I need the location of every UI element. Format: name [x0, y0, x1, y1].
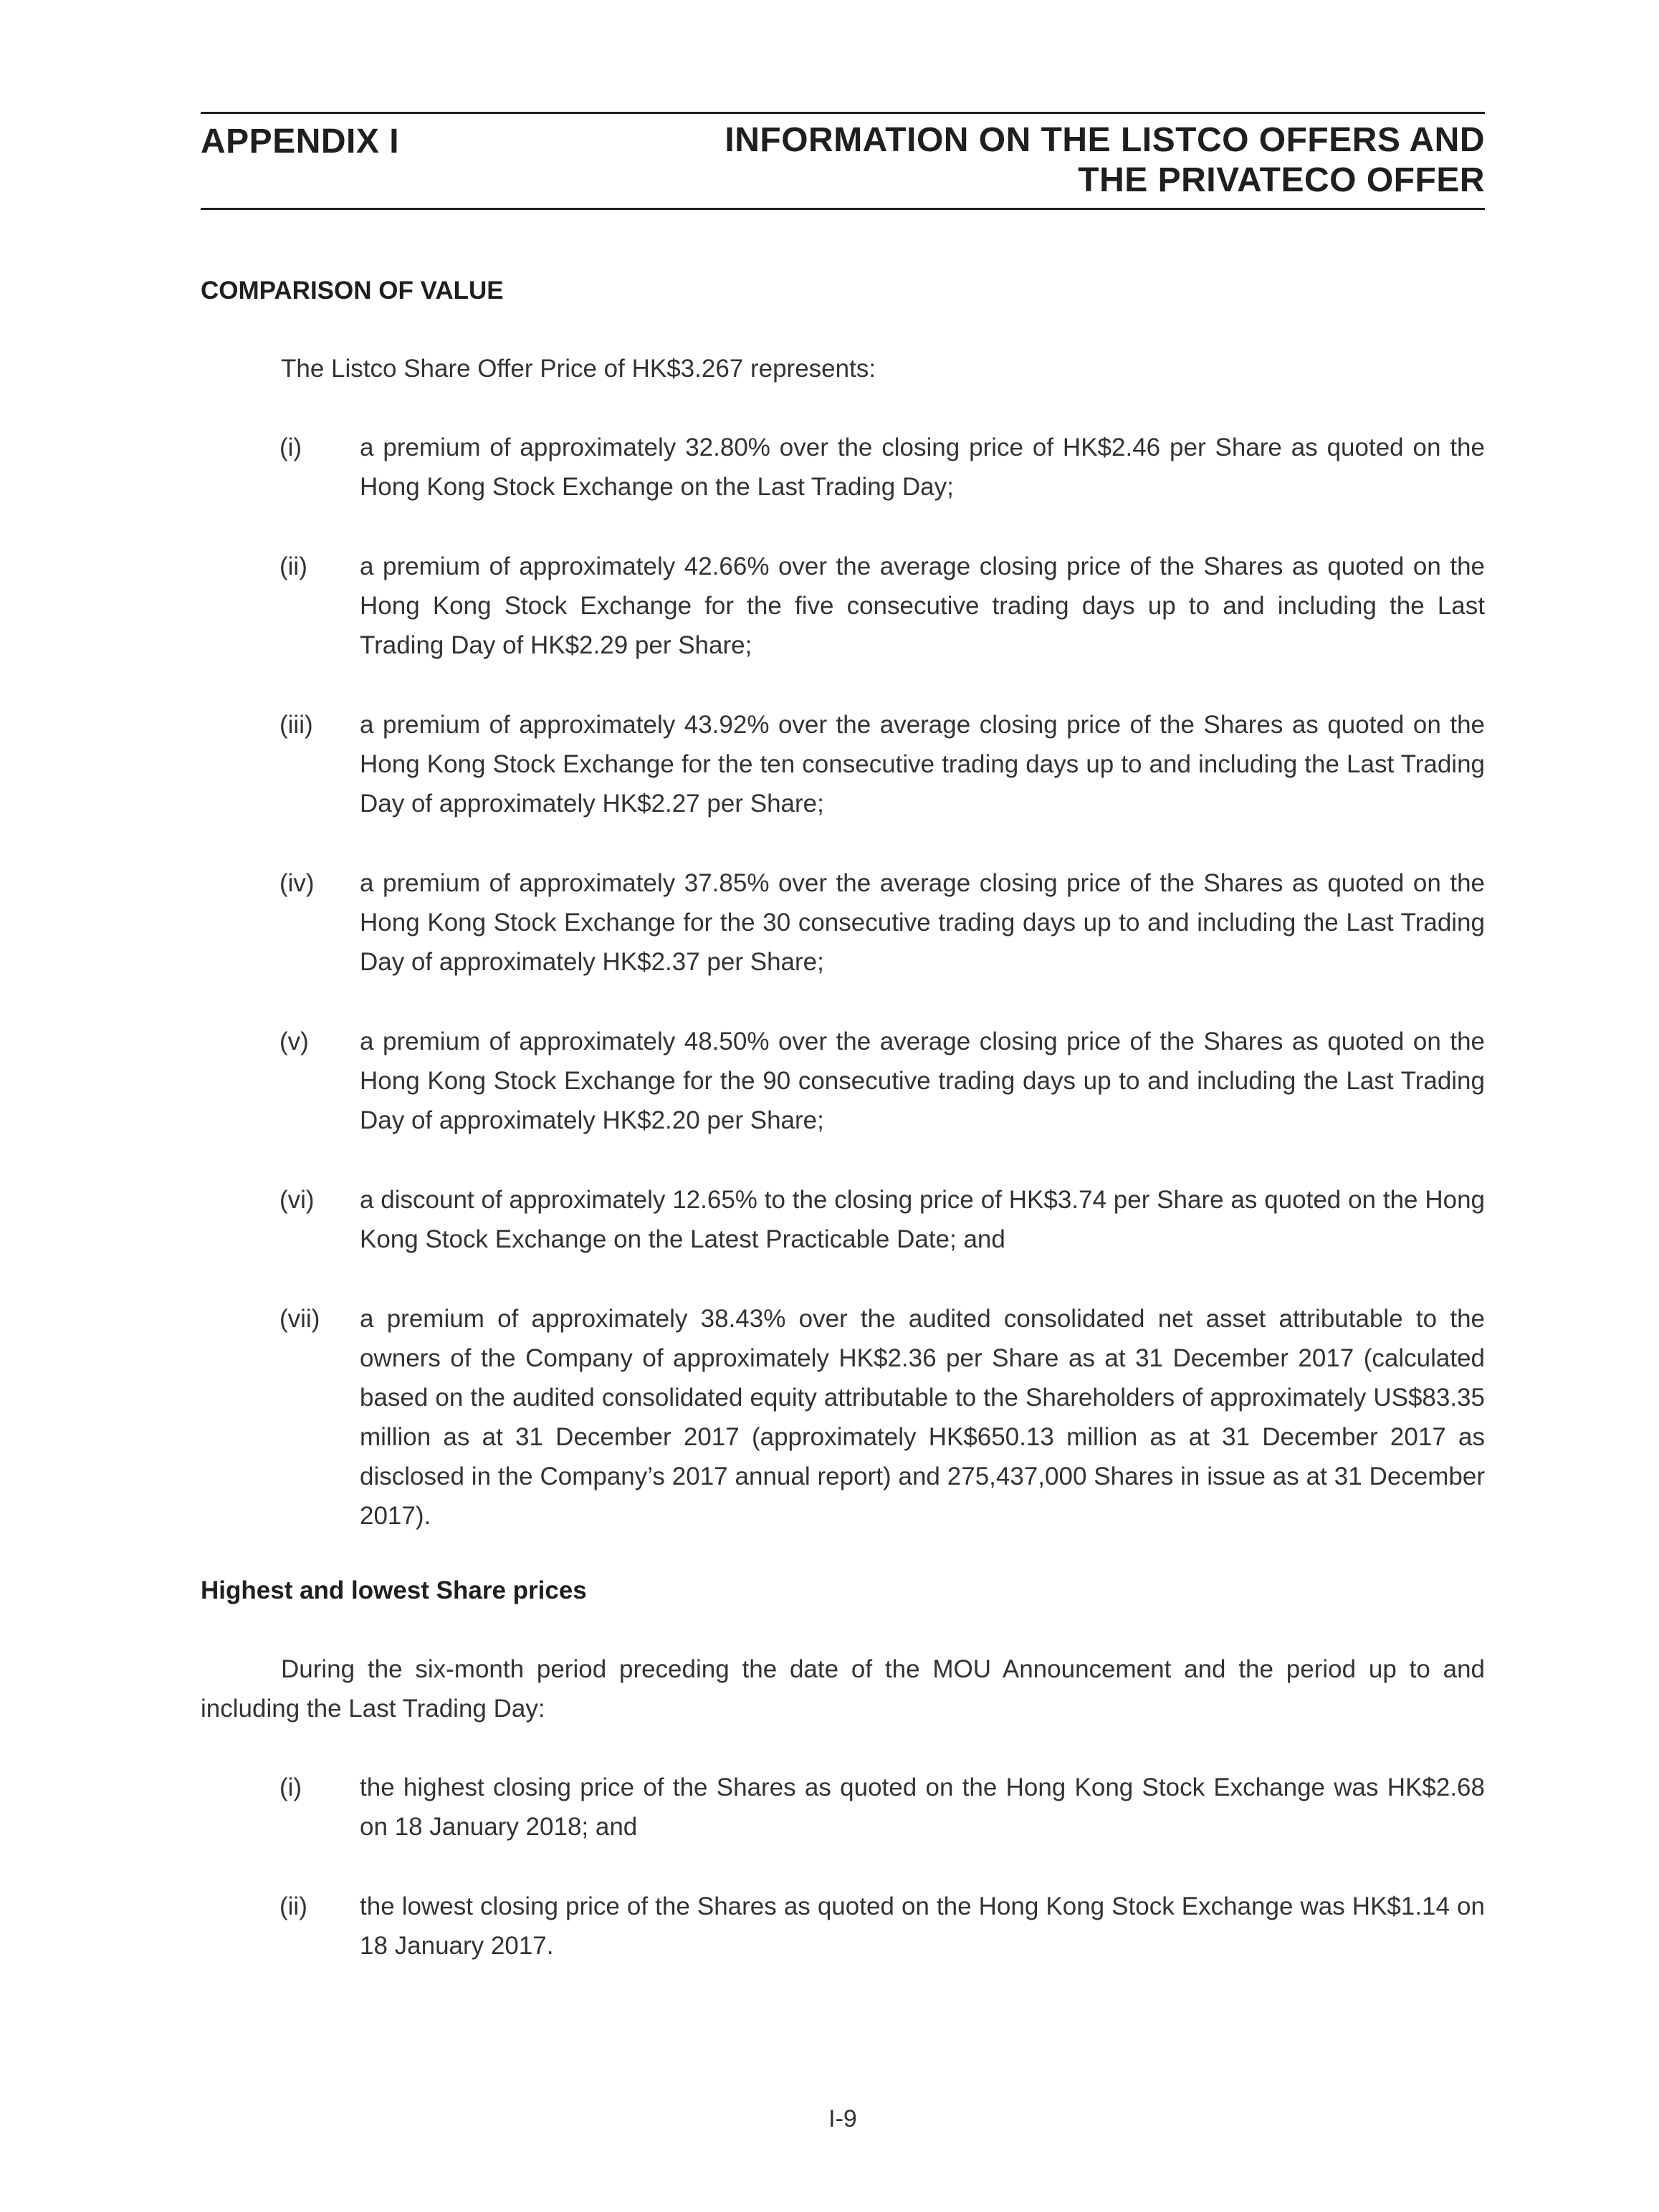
- list-item-text: a premium of approximately 43.92% over the average closing price of the Shares as quoted on the Hong Kong Stock Exchange for the ten consecutive trading days up to and including the Last Trading Day of approximately HK$2.27 per Share;: [360, 711, 1485, 818]
- list-item-number: (v): [279, 1028, 309, 1055]
- appendix-title: [625, 120, 1485, 201]
- comparison-intro: The Listco Share Offer Price of HK$3.267 represents:: [281, 355, 876, 383]
- page-number: I-9: [828, 2105, 857, 2132]
- appendix-title-line-2: THE PRIVATECO OFFER: [1078, 161, 1485, 199]
- share-prices-heading: Highest and lowest Share prices: [201, 1576, 587, 1604]
- list-item-number: (vi): [279, 1186, 315, 1214]
- comparison-heading: COMPARISON OF VALUE: [201, 277, 504, 305]
- list-item-number: (i): [279, 1773, 302, 1801]
- list-item-text: the lowest closing price of the Shares as quoted on the Hong Kong Stock Exchange was HK$1.14 on 18 January 2017.: [360, 1892, 1485, 1960]
- list-item-text: the highest closing price of the Shares as quoted on the Hong Kong Stock Exchange was HK$2.68 on 18 January 2018; and: [360, 1773, 1485, 1841]
- list-item-number: (vii): [279, 1305, 320, 1333]
- list-item-number: (iv): [279, 869, 315, 897]
- appendix-label: APPENDIX I: [201, 123, 400, 161]
- header-top-rule: [201, 112, 1485, 114]
- list-item-number: (ii): [279, 1892, 307, 1920]
- list-item-text: a premium of approximately 37.85% over the average closing price of the Shares as quoted on the Hong Kong Stock Exchange for the 30 consecutive trading days up to and including the Last Trading Day of approximately HK$2.37 per Share;: [360, 869, 1485, 976]
- list-item-text: a discount of approximately 12.65% to the closing price of HK$3.74 per Share as quoted on the Hong Kong Stock Exchange on the Latest Practicable Date; and: [360, 1186, 1485, 1253]
- list-item-text: a premium of approximately 48.50% over the average closing price of the Shares as quoted on the Hong Kong Stock Exchange for the 90 consecutive trading days up to and including the Last Trading Day of approximately HK$2.20 per Share;: [360, 1028, 1485, 1134]
- share-prices-lead: During the six-month period preceding the date of the MOU Announcement and the period up to and including the Last Trading Day:: [201, 1655, 1485, 1723]
- list-item-number: (ii): [279, 552, 307, 580]
- appendix-title-line-1: INFORMATION ON THE LISTCO OFFERS AND: [725, 121, 1485, 159]
- header-bottom-rule: [201, 208, 1485, 210]
- list-item-text: a premium of approximately 38.43% over the audited consolidated net asset attributable to the owners of the Company of approximately HK$2.36 per Share as at 31 December 2017 (calculated based on the audited consolidated equity attributable to the Shareholders of approximately US$83.35 million as at 31 December 2017 (approximately HK$650.13 million as at 31 December 2017 as disclosed in the Company’s 2017 annual report) and 275,437,000 Shares in issue as at 31 December 2017).: [360, 1305, 1485, 1530]
- list-item-number: (iii): [279, 711, 313, 739]
- list-item-text: a premium of approximately 42.66% over the average closing price of the Shares as quoted on the Hong Kong Stock Exchange for the five consecutive trading days up to and including the Last Trading Day of HK$2.29 per Share;: [360, 552, 1485, 659]
- list-item-text: a premium of approximately 32.80% over the closing price of HK$2.46 per Share as quoted on the Hong Kong Stock Exchange on the Last Trading Day;: [360, 434, 1485, 501]
- list-item-number: (i): [279, 434, 302, 461]
- document-page: [201, 0, 1485, 2212]
